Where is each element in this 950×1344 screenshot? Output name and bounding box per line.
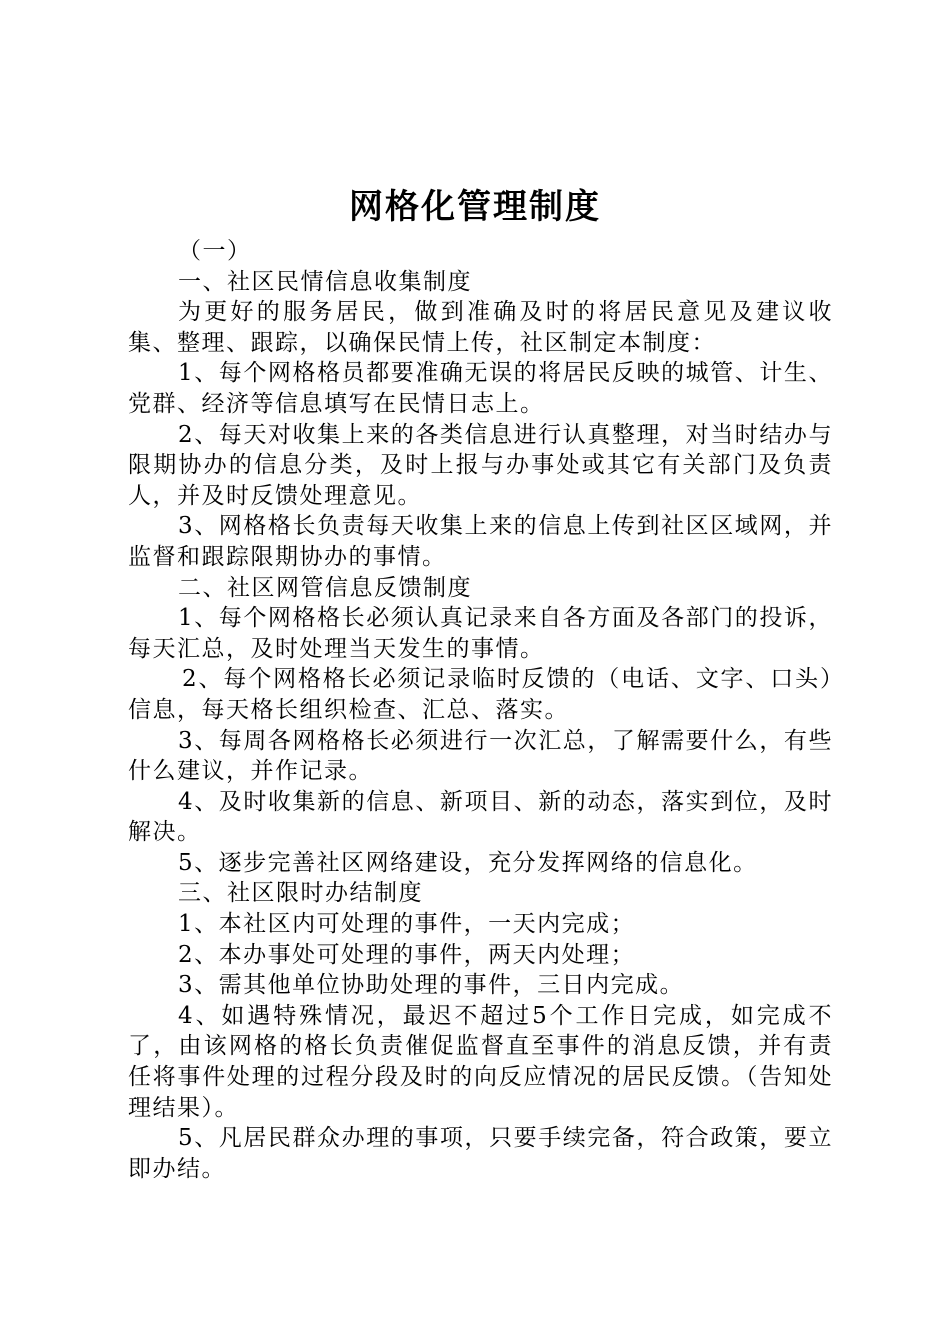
section-heading-2: 二、社区网管信息反馈制度 (178, 574, 472, 601)
section-number: （一） (178, 238, 252, 264)
section-2-item-1: 1、每个网格格长必须认真记录来自各方面及各部门的投诉，每天汇总，及时处理当天发生的事情。 (128, 605, 833, 662)
section-heading-1: 一、社区民情信息收集制度 (178, 268, 472, 295)
section-3-item-1: 1、本社区内可处理的事件，一天内完成； (178, 911, 636, 938)
section-3-item-4: 4、如遇特殊情况，最迟不超过5个工作日完成，如完成不了，由该网格的格长负责催促监督直至事件的消息反馈，并有责任将事件处理的过程分段及时的向反应情况的居民反馈。（告知处理结果）。 (128, 1002, 833, 1121)
section-1-item-3: 3、网格格长负责每天收集上来的信息上传到社区区域网，并监督和跟踪限期协办的事情。 (128, 513, 833, 570)
section-heading-3: 三、社区限时办结制度 (178, 880, 423, 907)
section-3-item-2: 2、本办事处可处理的事件，两天内处理； (178, 941, 636, 968)
section-2-item-4: 4、及时收集新的信息、新项目、新的动态，落实到位，及时解决。 (128, 788, 833, 846)
document-title: 网格化管理制度 (349, 187, 601, 227)
section-1-item-1: 1、每个网格格员都要准确无误的将居民反映的城管、计生、党群、经济等信息填写在民情日志上。 (128, 360, 833, 417)
section-2-item-2: 2、每个网格格长必须记录临时反馈的（电话、文字、口头）信息，每天格长组织检查、汇总、落实。 (128, 666, 833, 723)
section-2-item-5: 5、逐步完善社区网络建设，充分发挥网络的信息化。 (178, 849, 758, 876)
document-body (128, 236, 833, 1184)
section-1-item-2: 2、每天对收集上来的各类信息进行认真整理，对当时结办与限期协办的信息分类，及时上报与办事处或其它有关部门及负责人，并及时反馈处理意见。 (128, 421, 833, 509)
section-3-item-3: 3、需其他单位协助处理的事件，三日内完成。 (178, 972, 685, 999)
section-3-item-5: 5、凡居民群众办理的事项，只要手续完备，符合政策，要立即办结。 (128, 1125, 833, 1182)
section-2-item-3: 3、每周各网格格长必须进行一次汇总，了解需要什么，有些什么建议，并作记录。 (128, 727, 833, 785)
intro-paragraph: 为更好的服务居民，做到准确及时的将居民意见及建议收集、整理、跟踪，以确保民情上传，社区制定本制度： (128, 299, 833, 356)
